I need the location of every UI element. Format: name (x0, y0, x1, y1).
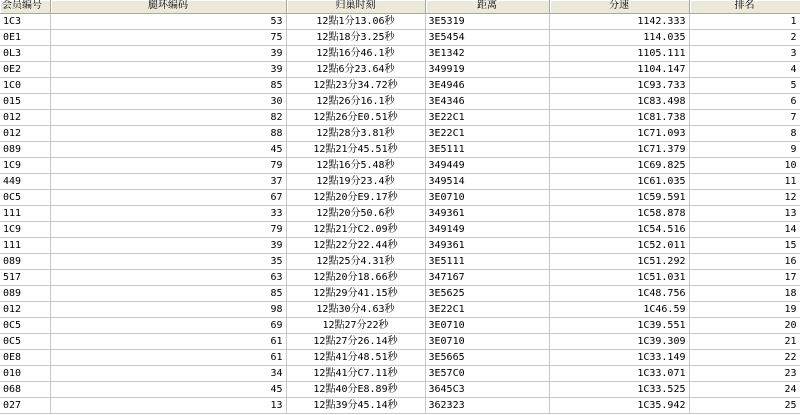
ring-code-cell: 63 (50, 269, 286, 285)
rank-cell: 5 (689, 77, 800, 93)
table-row[interactable] (0, 61, 800, 77)
member-id-cell: 0C5 (0, 333, 50, 349)
rank-cell: 2 (689, 29, 800, 45)
ring-code-cell: 85 (50, 285, 286, 301)
rank-cell: 6 (689, 93, 800, 109)
table-row[interactable] (0, 13, 800, 29)
member-id-cell: 0C5 (0, 317, 50, 333)
speed-cell: 1C58.878 (549, 205, 689, 221)
speed-cell: 1C69.825 (549, 157, 689, 173)
arrival-time-cell: 12點41分48.51秒 (286, 349, 425, 365)
speed-cell: 1C81.738 (549, 109, 689, 125)
arrival-time-cell: 12點39分45.14秒 (286, 397, 425, 413)
table-row[interactable] (0, 125, 800, 141)
member-id-cell: 0E1 (0, 29, 50, 45)
arrival-time-cell: 12點19分23.4秒 (286, 173, 425, 189)
ring-code-cell: 85 (50, 77, 286, 93)
table-row[interactable] (0, 141, 800, 157)
member-id-cell: 012 (0, 109, 50, 125)
arrival-time-cell: 12點21分45.51秒 (286, 141, 425, 157)
arrival-time-cell: 12點25分4.31秒 (286, 253, 425, 269)
arrival-time-cell: 12點16分46.1秒 (286, 45, 425, 61)
arrival-time-cell: 12點1分13.06秒 (286, 13, 425, 29)
ring-code-cell: 53 (50, 13, 286, 29)
ring-code-cell: 61 (50, 333, 286, 349)
distance-cell: 3E5319 (425, 13, 549, 29)
speed-cell: 1104.147 (549, 61, 689, 77)
rank-cell: 3 (689, 45, 800, 61)
rank-cell: 7 (689, 109, 800, 125)
arrival-time-cell: 12點40分E8.89秒 (286, 381, 425, 397)
ring-code-cell: 79 (50, 221, 286, 237)
distance-cell: 349361 (425, 205, 549, 221)
ring-code-cell: 69 (50, 317, 286, 333)
arrival-time-cell: 12點6分23.64秒 (286, 61, 425, 77)
member-id-cell: 1C9 (0, 221, 50, 237)
speed-cell: 1C54.516 (549, 221, 689, 237)
rank-cell: 24 (689, 381, 800, 397)
table-row[interactable] (0, 173, 800, 189)
member-id-cell: 0C5 (0, 189, 50, 205)
member-id-cell: 0L3 (0, 45, 50, 61)
speed-cell: 1C93.733 (549, 77, 689, 93)
distance-cell: 3E0710 (425, 189, 549, 205)
member-id-cell: 0E8 (0, 349, 50, 365)
rank-cell: 4 (689, 61, 800, 77)
ring-code-cell: 35 (50, 253, 286, 269)
arrival-time-cell: 12點30分4.63秒 (286, 301, 425, 317)
arrival-time-cell: 12點28分3.81秒 (286, 125, 425, 141)
table-row[interactable] (0, 237, 800, 253)
speed-cell: 1C51.292 (549, 253, 689, 269)
speed-cell: 1142.333 (549, 13, 689, 29)
member-id-cell: 068 (0, 381, 50, 397)
table-row[interactable] (0, 221, 800, 237)
ring-code-cell: 61 (50, 349, 286, 365)
rank-cell: 25 (689, 397, 800, 413)
table-row[interactable] (0, 285, 800, 301)
table-row[interactable] (0, 77, 800, 93)
arrival-time-cell: 12點29分41.15秒 (286, 285, 425, 301)
distance-cell: 3E4346 (425, 93, 549, 109)
table-row[interactable] (0, 397, 800, 413)
distance-cell: 349919 (425, 61, 549, 77)
table-row[interactable] (0, 109, 800, 125)
table-row[interactable] (0, 301, 800, 317)
column-header-member-id[interactable]: 会员编号 (0, 0, 50, 13)
table-row[interactable] (0, 93, 800, 109)
rank-cell: 8 (689, 125, 800, 141)
table-row[interactable] (0, 269, 800, 285)
table-row[interactable] (0, 349, 800, 365)
member-id-cell: 015 (0, 93, 50, 109)
ring-code-cell: 13 (50, 397, 286, 413)
distance-cell: 3E0710 (425, 333, 549, 349)
ring-code-cell: 33 (50, 205, 286, 221)
ring-code-cell: 45 (50, 141, 286, 157)
arrival-time-cell: 12點26分E0.51秒 (286, 109, 425, 125)
table-row[interactable] (0, 157, 800, 173)
member-id-cell: 111 (0, 237, 50, 253)
column-header-arrival-time[interactable]: 归巢时刻 (286, 0, 425, 13)
rank-cell: 17 (689, 269, 800, 285)
distance-cell: 349149 (425, 221, 549, 237)
ring-code-cell: 37 (50, 173, 286, 189)
speed-cell: 1C39.309 (549, 333, 689, 349)
arrival-time-cell: 12點20分50.6秒 (286, 205, 425, 221)
arrival-time-cell: 12點21分C2.09秒 (286, 221, 425, 237)
distance-cell: 349361 (425, 237, 549, 253)
member-id-cell: 089 (0, 253, 50, 269)
member-id-cell: 1C9 (0, 157, 50, 173)
rank-cell: 13 (689, 205, 800, 221)
table-row[interactable] (0, 45, 800, 61)
member-id-cell: 1C3 (0, 13, 50, 29)
speed-cell: 1C48.756 (549, 285, 689, 301)
speed-cell: 1C51.031 (549, 269, 689, 285)
member-id-cell: 0E2 (0, 61, 50, 77)
speed-cell: 1105.111 (549, 45, 689, 61)
distance-cell: 349449 (425, 157, 549, 173)
speed-cell: 1C33.071 (549, 365, 689, 381)
distance-cell: 3E22C1 (425, 301, 549, 317)
table-row[interactable] (0, 205, 800, 221)
arrival-time-cell: 12點20分18.66秒 (286, 269, 425, 285)
table-row[interactable] (0, 333, 800, 349)
speed-cell: 1C52.011 (549, 237, 689, 253)
rank-cell: 23 (689, 365, 800, 381)
distance-cell: 3E57C0 (425, 365, 549, 381)
arrival-time-cell: 12點27分26.14秒 (286, 333, 425, 349)
distance-cell: 3E1342 (425, 45, 549, 61)
rank-cell: 9 (689, 141, 800, 157)
speed-cell: 1C71.093 (549, 125, 689, 141)
column-header-distance[interactable]: 距离 (425, 0, 549, 13)
table-row[interactable] (0, 189, 800, 205)
speed-cell: 1C33.525 (549, 381, 689, 397)
distance-cell: 3E5625 (425, 285, 549, 301)
member-id-cell: 517 (0, 269, 50, 285)
rank-cell: 1 (689, 13, 800, 29)
ring-code-cell: 39 (50, 61, 286, 77)
distance-cell: 362323 (425, 397, 549, 413)
ring-code-cell: 82 (50, 109, 286, 125)
member-id-cell: 089 (0, 285, 50, 301)
ring-code-cell: 88 (50, 125, 286, 141)
rank-cell: 14 (689, 221, 800, 237)
ring-code-cell: 39 (50, 237, 286, 253)
rank-cell: 15 (689, 237, 800, 253)
ring-code-cell: 39 (50, 45, 286, 61)
ring-code-cell: 45 (50, 381, 286, 397)
distance-cell: 3E5454 (425, 29, 549, 45)
rank-cell: 22 (689, 349, 800, 365)
arrival-time-cell: 12點22分22.44秒 (286, 237, 425, 253)
distance-cell: 3E5111 (425, 253, 549, 269)
distance-cell: 3E0710 (425, 317, 549, 333)
rank-cell: 16 (689, 253, 800, 269)
table-row[interactable] (0, 29, 800, 45)
speed-cell: 1C39.551 (549, 317, 689, 333)
rank-cell: 10 (689, 157, 800, 173)
member-id-cell: 012 (0, 125, 50, 141)
table-row[interactable] (0, 365, 800, 381)
column-header-rank[interactable]: 排名 (689, 0, 800, 13)
speed-cell: 1C59.591 (549, 189, 689, 205)
table-row[interactable] (0, 317, 800, 333)
distance-cell: 349514 (425, 173, 549, 189)
distance-cell: 3645C3 (425, 381, 549, 397)
rank-cell: 21 (689, 333, 800, 349)
arrival-time-cell: 12點27分22秒 (286, 317, 425, 333)
column-header-speed[interactable]: 分速 (549, 0, 689, 13)
member-id-cell: 010 (0, 365, 50, 381)
speed-cell: 1C33.149 (549, 349, 689, 365)
member-id-cell: 027 (0, 397, 50, 413)
distance-cell: 3E22C1 (425, 109, 549, 125)
distance-cell: 3E5111 (425, 141, 549, 157)
distance-cell: 3E5665 (425, 349, 549, 365)
ring-code-cell: 67 (50, 189, 286, 205)
arrival-time-cell: 12點41分C7.11秒 (286, 365, 425, 381)
arrival-time-cell: 12點20分E9.17秒 (286, 189, 425, 205)
ring-code-cell: 98 (50, 301, 286, 317)
ring-code-cell: 75 (50, 29, 286, 45)
distance-cell: 347167 (425, 269, 549, 285)
speed-cell: 1C35.942 (549, 397, 689, 413)
rank-cell: 20 (689, 317, 800, 333)
speed-cell: 1C46.59 (549, 301, 689, 317)
member-id-cell: 089 (0, 141, 50, 157)
arrival-time-cell: 12點26分16.1秒 (286, 93, 425, 109)
rank-cell: 19 (689, 301, 800, 317)
distance-cell: 3E22C1 (425, 125, 549, 141)
speed-cell: 114.035 (549, 29, 689, 45)
rank-cell: 11 (689, 173, 800, 189)
rank-cell: 12 (689, 189, 800, 205)
speed-cell: 1C83.498 (549, 93, 689, 109)
column-header-ring-code[interactable]: 腿环编码 (50, 0, 286, 13)
ring-code-cell: 30 (50, 93, 286, 109)
arrival-time-cell: 12點23分34.72秒 (286, 77, 425, 93)
member-id-cell: 012 (0, 301, 50, 317)
speed-cell: 1C61.035 (549, 173, 689, 189)
distance-cell: 3E4946 (425, 77, 549, 93)
arrival-time-cell: 12點18分3.25秒 (286, 29, 425, 45)
member-id-cell: 111 (0, 205, 50, 221)
arrival-time-cell: 12點16分5.48秒 (286, 157, 425, 173)
speed-cell: 1C71.379 (549, 141, 689, 157)
member-id-cell: 449 (0, 173, 50, 189)
ring-code-cell: 34 (50, 365, 286, 381)
table-row[interactable] (0, 253, 800, 269)
member-id-cell: 1C0 (0, 77, 50, 93)
header-row (0, 0, 800, 13)
rank-cell: 18 (689, 285, 800, 301)
ring-code-cell: 79 (50, 157, 286, 173)
table-row[interactable] (0, 381, 800, 397)
